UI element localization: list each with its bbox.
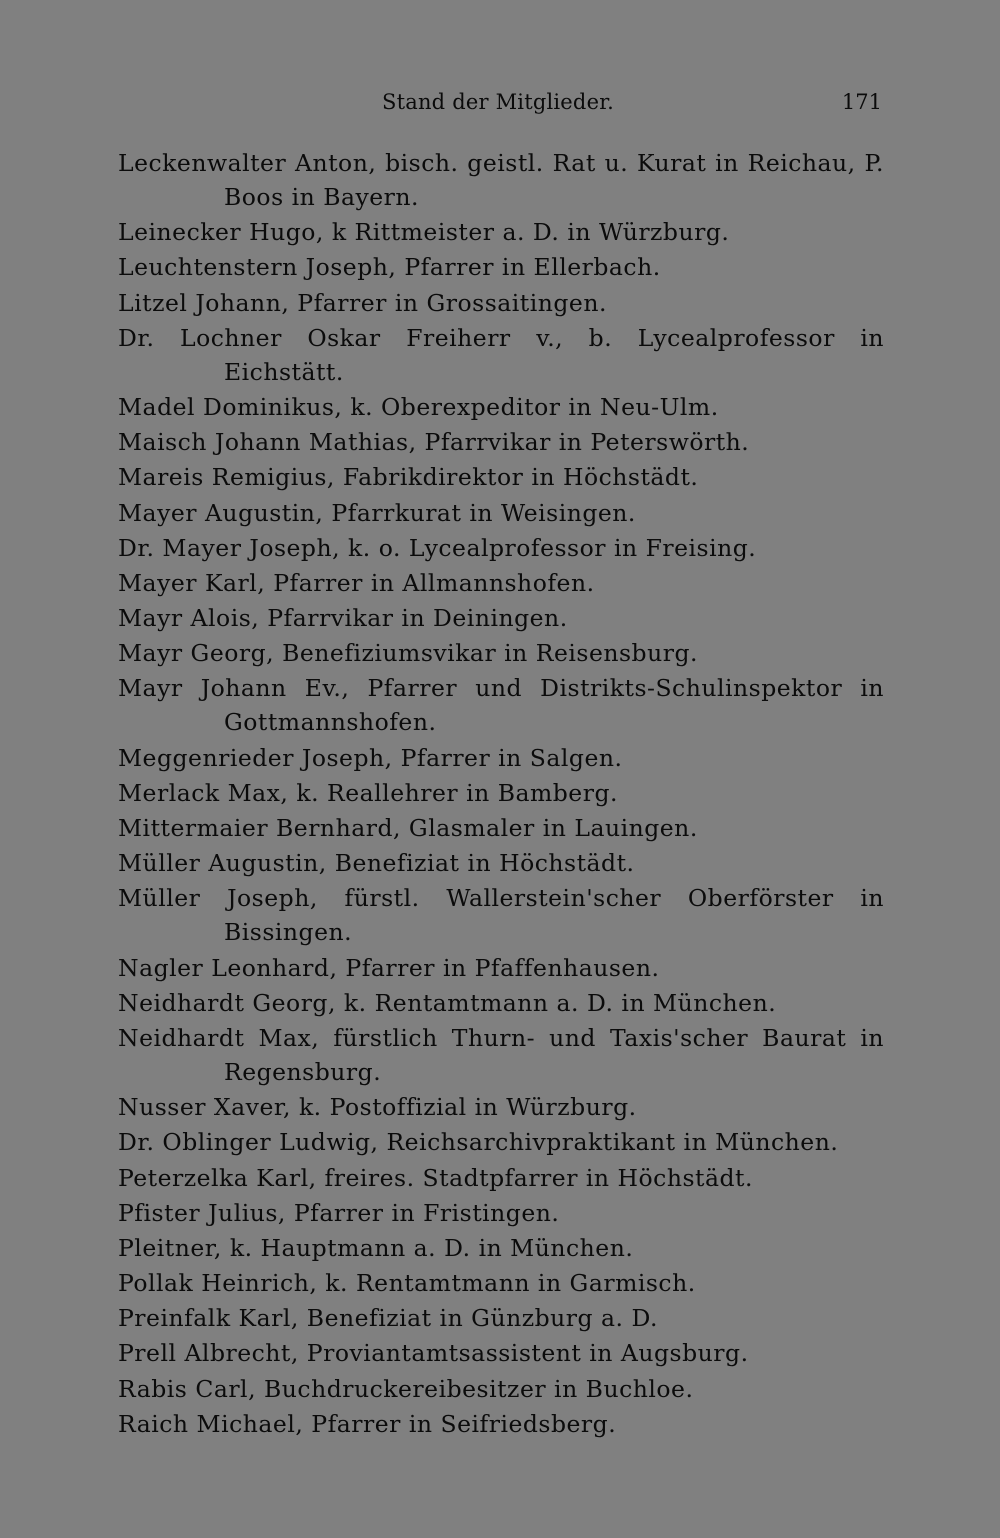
member-entry: Mareis Remigius, Fabrikdirektor in Höchstädt. [118, 463, 699, 492]
member-entry: Prell Albrecht, Proviantamtsassistent in Augsburg. [118, 1339, 749, 1368]
member-entry: Litzel Johann, Pfarrer in Grossaitingen. [118, 288, 607, 317]
member-entry: Nusser Xaver, k. Postoffizial in Würzburg. [118, 1093, 637, 1122]
member-entry: Mayer Karl, Pfarrer in Allmannshofen. [118, 568, 595, 597]
member-entry: Dr. Lochner Oskar Freiherr v., b. Lycealprofessor in Eichstätt. [118, 323, 884, 386]
member-entry: Müller Augustin, Benefiziat in Höchstädt. [118, 849, 635, 878]
page-number: 171 [841, 90, 882, 114]
member-entry: Dr. Oblinger Ludwig, Reichsarchivpraktikant in München. [118, 1128, 839, 1157]
member-entry: Mayer Augustin, Pfarrkurat in Weisingen. [118, 498, 636, 527]
member-entry: Merlack Max, k. Reallehrer in Bamberg. [118, 778, 618, 807]
member-entry: Mayr Johann Ev., Pfarrer und Distrikts-Schulinspektor in Gottmannshofen. [118, 674, 884, 737]
member-list [118, 146, 884, 1442]
running-header-title: Stand der Mitglieder. [382, 90, 615, 114]
member-entry: Dr. Mayer Joseph, k. o. Lycealprofessor in Freising. [118, 533, 757, 562]
member-entry: Leinecker Hugo, k Rittmeister a. D. in Würzburg. [118, 218, 730, 247]
member-entry: Leckenwalter Anton, bisch. geistl. Rat u. Kurat in Reichau, P. Boos in Bayern. [118, 149, 884, 211]
member-entry: Pollak Heinrich, k. Rentamtmann in Garmisch. [118, 1269, 696, 1298]
member-entry: Pleitner, k. Hauptmann a. D. in München. [118, 1233, 634, 1262]
member-entry: Nagler Leonhard, Pfarrer in Pfaffenhausen. [118, 953, 660, 982]
member-entry: Madel Dominikus, k. Oberexpeditor in Neu-Ulm. [118, 392, 719, 421]
member-entry: Mittermaier Bernhard, Glasmaler in Lauingen. [118, 814, 698, 842]
member-entry: Neidhardt Max, fürstlich Thurn- und Taxis'scher Baurat in Regensburg. [118, 1023, 884, 1086]
member-entry: Meggenrieder Joseph, Pfarrer in Salgen. [118, 743, 623, 772]
member-entry: Rabis Carl, Buchdruckereibesitzer in Buchloe. [118, 1374, 694, 1403]
member-entry: Maisch Johann Mathias, Pfarrvikar in Peterswörth. [118, 428, 750, 457]
member-entry: Peterzelka Karl, freires. Stadtpfarrer in Höchstädt. [118, 1163, 753, 1192]
member-entry: Mayr Georg, Benefiziumsvikar in Reisensburg. [118, 639, 698, 668]
member-entry: Preinfalk Karl, Benefiziat in Günzburg a. D. [118, 1304, 658, 1333]
member-entry: Leuchtenstern Joseph, Pfarrer in Ellerbach. [118, 253, 661, 282]
member-entry: Raich Michael, Pfarrer in Seifriedsberg. [118, 1409, 617, 1438]
member-entry: Neidhardt Georg, k. Rentamtmann a. D. in München. [118, 988, 777, 1017]
member-entry: Müller Joseph, fürstl. Wallerstein'scher Oberförster in Bissingen. [118, 884, 884, 947]
member-entry: Pfister Julius, Pfarrer in Fristingen. [118, 1198, 560, 1227]
member-entry: Mayr Alois, Pfarrvikar in Deiningen. [118, 604, 568, 633]
